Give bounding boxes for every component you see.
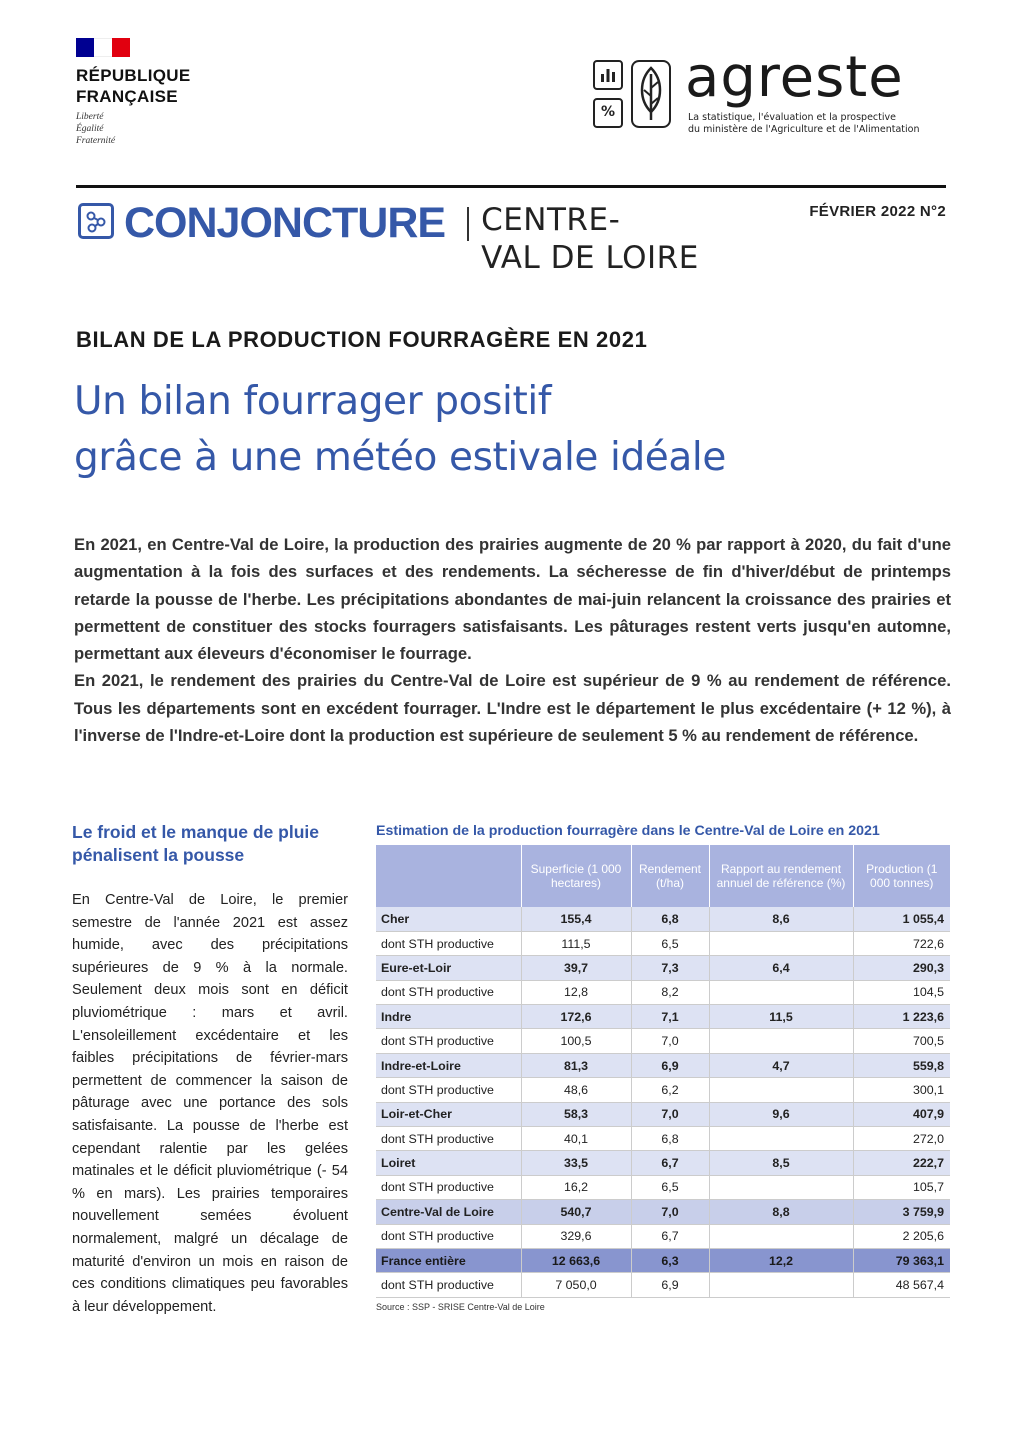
headline-line2: grâce à une météo estivale idéale bbox=[74, 435, 726, 480]
cell-superficie: 16,2 bbox=[521, 1175, 631, 1199]
table-row bbox=[376, 907, 950, 931]
header-rapport: Rapport au rendement annuel de référence (%) bbox=[709, 845, 853, 907]
table-row bbox=[376, 1248, 950, 1272]
cell-superficie: 40,1 bbox=[521, 1127, 631, 1151]
cell-production: 105,7 bbox=[853, 1175, 950, 1199]
table-row bbox=[376, 1175, 950, 1199]
article-headline bbox=[74, 374, 934, 486]
table-row bbox=[376, 931, 950, 955]
french-flag-icon bbox=[76, 38, 130, 57]
cell-rendement: 6,8 bbox=[631, 907, 709, 931]
table-row bbox=[376, 1078, 950, 1102]
cell-label: dont STH productive bbox=[376, 931, 521, 955]
cell-label: dont STH productive bbox=[376, 1175, 521, 1199]
section-heading: Le froid et le manque de pluie pénalisent la pousse bbox=[72, 822, 319, 865]
intro-paragraph-2: En 2021, le rendement des prairies du Centre-Val de Loire est supérieur de 9 % au rendement de référence. Tous les départements sont en excédent fourrager. L'Indre est le département le plus excédentaire (+ 12 %), à l'inverse de l'Indre-et-Loire dont la production est supérieure de seulement 5 % au rendement de référence. bbox=[74, 671, 951, 746]
cell-label: dont STH productive bbox=[376, 980, 521, 1004]
cell-rapport bbox=[709, 1029, 853, 1053]
cell-production: 272,0 bbox=[853, 1127, 950, 1151]
header-rendement: Rendement (t/ha) bbox=[631, 845, 709, 907]
cell-superficie: 172,6 bbox=[521, 1005, 631, 1029]
cell-rendement: 7,0 bbox=[631, 1102, 709, 1126]
cell-rendement: 8,2 bbox=[631, 980, 709, 1004]
cell-superficie: 12,8 bbox=[521, 980, 631, 1004]
agreste-logo bbox=[593, 45, 953, 142]
table-row bbox=[376, 1005, 950, 1029]
table-row bbox=[376, 1224, 950, 1248]
cell-rapport: 8,6 bbox=[709, 907, 853, 931]
cell-rapport: 6,4 bbox=[709, 956, 853, 980]
cell-production: 559,8 bbox=[853, 1053, 950, 1077]
cell-rapport bbox=[709, 1273, 853, 1297]
cell-rapport bbox=[709, 1224, 853, 1248]
cell-superficie: 329,6 bbox=[521, 1224, 631, 1248]
cell-rendement: 6,7 bbox=[631, 1224, 709, 1248]
table-row bbox=[376, 1053, 950, 1077]
cell-label: dont STH productive bbox=[376, 1078, 521, 1102]
table-row bbox=[376, 980, 950, 1004]
table-row bbox=[376, 1151, 950, 1175]
cell-superficie: 155,4 bbox=[521, 907, 631, 931]
series-banner bbox=[78, 201, 699, 277]
intro-paragraph-1: En 2021, en Centre-Val de Loire, la production des prairies augmente de 20 % par rapport à 2020, du fait d'une augmentation à la fois des surfaces et des rendements. La sécheresse de fin d'hiver/début de printemps retarde la pousse de l'herbe. Les précipitations abondantes de mai-juin relancent la croissance des prairies et permettent de constituer des stocks fourragers satisfaisants. Les pâturages restent verts jusqu'en automne, permettant aux éleveurs d'économiser le fourrage. bbox=[74, 535, 951, 664]
cell-superficie: 100,5 bbox=[521, 1029, 631, 1053]
network-nodes-icon bbox=[78, 203, 114, 239]
cell-label: Loiret bbox=[376, 1151, 521, 1175]
cell-rendement: 7,0 bbox=[631, 1200, 709, 1224]
cell-rapport bbox=[709, 1175, 853, 1199]
cell-rendement: 6,2 bbox=[631, 1078, 709, 1102]
cell-label: dont STH productive bbox=[376, 1029, 521, 1053]
cell-rapport: 9,6 bbox=[709, 1102, 853, 1126]
cell-production: 104,5 bbox=[853, 980, 950, 1004]
header-production: Production (1 000 tonnes) bbox=[853, 845, 950, 907]
table-body bbox=[376, 907, 950, 1297]
percent-icon: % bbox=[593, 98, 623, 128]
cell-rapport bbox=[709, 980, 853, 1004]
series-name: CONJONCTURE bbox=[124, 199, 446, 247]
cell-rapport: 4,7 bbox=[709, 1053, 853, 1077]
cell-rendement: 6,3 bbox=[631, 1248, 709, 1272]
cell-production: 300,1 bbox=[853, 1078, 950, 1102]
cell-production: 407,9 bbox=[853, 1102, 950, 1126]
header-superficie: Superficie (1 000 hectares) bbox=[521, 845, 631, 907]
table-row bbox=[376, 1200, 950, 1224]
motto-egalite: Égalité bbox=[76, 124, 104, 134]
cell-superficie: 540,7 bbox=[521, 1200, 631, 1224]
cell-superficie: 58,3 bbox=[521, 1102, 631, 1126]
table-row bbox=[376, 1127, 950, 1151]
republic-name-line2: FRANÇAISE bbox=[76, 87, 178, 106]
production-table bbox=[376, 845, 950, 1298]
cell-label: dont STH productive bbox=[376, 1127, 521, 1151]
cell-rapport: 12,2 bbox=[709, 1248, 853, 1272]
series-separator bbox=[467, 207, 469, 241]
cell-rendement: 6,8 bbox=[631, 1127, 709, 1151]
cell-label: Cher bbox=[376, 907, 521, 931]
cell-production: 700,5 bbox=[853, 1029, 950, 1053]
agreste-tagline-line2: du ministère de l'Agriculture et de l'Alimentation bbox=[688, 124, 920, 135]
cell-rendement: 6,5 bbox=[631, 1175, 709, 1199]
section-body: En Centre-Val de Loire, le premier semestre de l'année 2021 est assez humide, avec des précipitations supérieures de 9 % à la normale. Seulement deux mois sont en déficit pluviométrique : mars et avril. L'ensoleillement excédentaire et les faibles précipitations de février-mars permettent de commencer la saison de pâturage avec une portance des sols satisfaisante. La pousse de l'herbe est cependant ralentie par les gelées matinales et le déficit pluviométrique (- 54 % en mars). Les prairies temporaires nouvellement semées évoluent normalement, malgré un décalage de maturité d'environ un mois en raison de ces conditions climatiques peu favorables à leur développement. bbox=[72, 892, 348, 1315]
headline-line1: Un bilan fourrager positif bbox=[74, 379, 552, 424]
motto-liberte: Liberté bbox=[76, 112, 104, 122]
cell-label: Indre-et-Loire bbox=[376, 1053, 521, 1077]
motto-fraternite: Fraternité bbox=[76, 136, 116, 146]
table-row bbox=[376, 1029, 950, 1053]
region-name bbox=[481, 201, 699, 277]
agreste-tagline-line1: La statistique, l'évaluation et la prospective bbox=[688, 112, 896, 123]
cell-production: 2 205,6 bbox=[853, 1224, 950, 1248]
agreste-squares-icon bbox=[593, 60, 629, 130]
cell-production: 290,3 bbox=[853, 956, 950, 980]
cell-label: dont STH productive bbox=[376, 1273, 521, 1297]
header-label bbox=[376, 845, 521, 907]
cell-rapport: 11,5 bbox=[709, 1005, 853, 1029]
cell-label: Loir-et-Cher bbox=[376, 1102, 521, 1126]
cell-superficie: 12 663,6 bbox=[521, 1248, 631, 1272]
cell-superficie: 33,5 bbox=[521, 1151, 631, 1175]
cell-rapport: 8,8 bbox=[709, 1200, 853, 1224]
cell-rendement: 7,0 bbox=[631, 1029, 709, 1053]
region-name-line2: VAL DE LOIRE bbox=[481, 240, 699, 276]
cell-production: 48 567,4 bbox=[853, 1273, 950, 1297]
cell-production: 1 055,4 bbox=[853, 907, 950, 931]
cell-rapport bbox=[709, 1127, 853, 1151]
cell-rapport bbox=[709, 931, 853, 955]
republic-name-line1: RÉPUBLIQUE bbox=[76, 66, 191, 85]
issue-date: FÉVRIER 2022 N°2 bbox=[809, 203, 946, 220]
table-row bbox=[376, 1102, 950, 1126]
cell-superficie: 39,7 bbox=[521, 956, 631, 980]
cell-label: Centre-Val de Loire bbox=[376, 1200, 521, 1224]
cell-rendement: 6,9 bbox=[631, 1053, 709, 1077]
table-row bbox=[376, 956, 950, 980]
cell-rendement: 7,1 bbox=[631, 1005, 709, 1029]
article-intro bbox=[74, 531, 951, 749]
table-source: Source : SSP - SRISE Centre-Val de Loire bbox=[376, 1302, 545, 1312]
cell-label: France entière bbox=[376, 1248, 521, 1272]
cell-rapport bbox=[709, 1078, 853, 1102]
cell-label: Eure-et-Loir bbox=[376, 956, 521, 980]
cell-superficie: 81,3 bbox=[521, 1053, 631, 1077]
region-name-line1: CENTRE- bbox=[481, 202, 621, 238]
agreste-tagline bbox=[688, 112, 920, 136]
cell-production: 222,7 bbox=[853, 1151, 950, 1175]
cell-rapport: 8,5 bbox=[709, 1151, 853, 1175]
cell-superficie: 7 050,0 bbox=[521, 1273, 631, 1297]
bar-chart-icon bbox=[593, 60, 623, 90]
table-header-row bbox=[376, 845, 950, 907]
cell-label: dont STH productive bbox=[376, 1224, 521, 1248]
article-kicker: BILAN DE LA PRODUCTION FOURRAGÈRE EN 2021 bbox=[76, 327, 648, 352]
cell-production: 3 759,9 bbox=[853, 1200, 950, 1224]
cell-rendement: 6,7 bbox=[631, 1151, 709, 1175]
cell-label: Indre bbox=[376, 1005, 521, 1029]
cell-rendement: 7,3 bbox=[631, 956, 709, 980]
leaf-icon bbox=[631, 60, 671, 128]
cell-rendement: 6,5 bbox=[631, 931, 709, 955]
cell-production: 722,6 bbox=[853, 931, 950, 955]
cell-production: 79 363,1 bbox=[853, 1248, 950, 1272]
cell-production: 1 223,6 bbox=[853, 1005, 950, 1029]
cell-rendement: 6,9 bbox=[631, 1273, 709, 1297]
table-row bbox=[376, 1273, 950, 1297]
cell-superficie: 111,5 bbox=[521, 931, 631, 955]
republique-francaise-logo bbox=[76, 38, 236, 147]
table-title: Estimation de la production fourragère dans le Centre-Val de Loire en 2021 bbox=[376, 823, 880, 839]
cell-superficie: 48,6 bbox=[521, 1078, 631, 1102]
header-divider bbox=[76, 185, 946, 188]
agreste-wordmark: agreste bbox=[685, 45, 904, 110]
republic-motto bbox=[76, 111, 236, 147]
